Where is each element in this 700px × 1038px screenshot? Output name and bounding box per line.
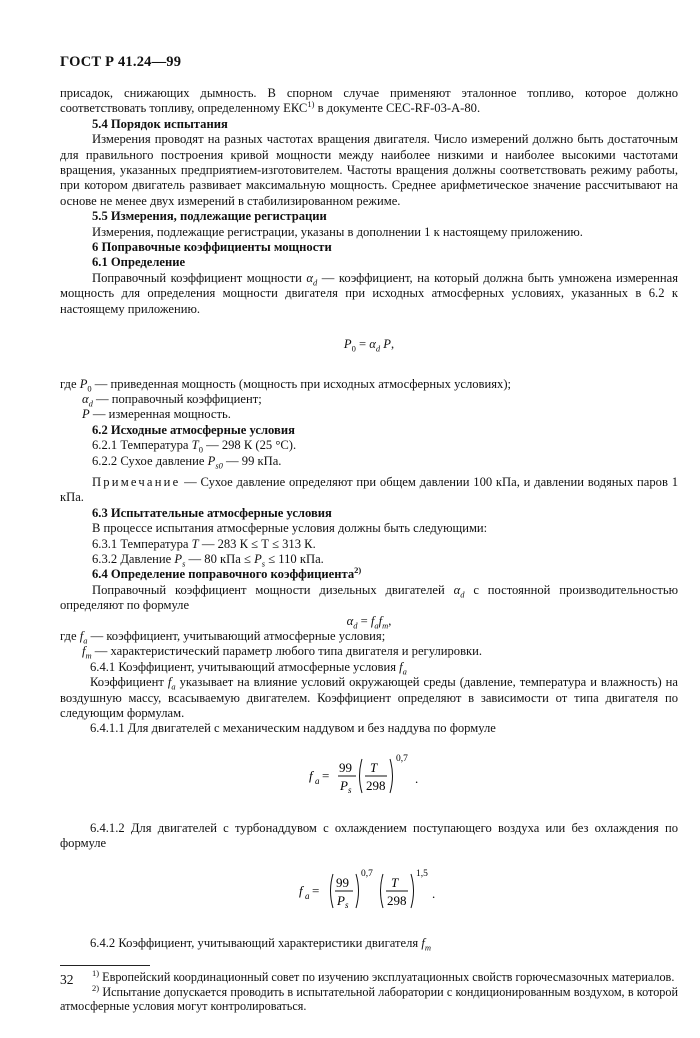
svg-text:1,5: 1,5 (416, 868, 428, 879)
formula-alpha-d: $\alpha_d = f_af_m$, (346, 613, 392, 631)
section-6-1-heading: 6.1 Определение (92, 255, 186, 270)
svg-text:a: a (305, 890, 310, 901)
svg-text:0,7: 0,7 (396, 753, 408, 764)
footnote-2: $^{2)}$ Испытание допускается проводить в испытательной лаборатории с кондиционированным воздухом, в которой атмосферные условия могут контролироваться. (60, 982, 678, 1014)
svg-text:f: f (299, 882, 303, 898)
svg-text:298: 298 (387, 892, 407, 908)
svg-text:T: T (370, 759, 378, 775)
intro-paragraph: присадок, снижающих дымность. В спорном случае применяют эталонное топливо, которое должно соответствовать топливу, определенному ЕКС$^{1)}$ в документе CEC-RF-03-A-80. (60, 86, 678, 116)
svg-text:f: f (309, 767, 313, 783)
where-alpha: $\alpha_d$ — поправочный коэффициент; (82, 391, 262, 409)
section-5-4-heading: 5.4 Порядок испытания (92, 116, 228, 131)
section-6-4-2: 6.4.2 Коэффициент, учитывающий характеристики двигателя $f_m$ (90, 935, 431, 953)
svg-text:.: . (432, 885, 436, 901)
formula-fa-2 (60, 868, 678, 914)
svg-text:0,7: 0,7 (361, 868, 373, 879)
footnote-1: $^{1)}$ Европейский координационный совет по изучению эксплуатационных свойств горючесмазочных материалов. (92, 968, 675, 985)
where-p: P — измеренная мощность. (82, 407, 231, 422)
section-6-2-1: 6.2.1 Температура $T_0$ — 298 К (25 °С). (92, 438, 297, 455)
section-6-3-1: 6.3.1 Температура T — 283 К ≤ Т ≤ 313 К. (92, 536, 316, 551)
svg-text:s: s (345, 899, 349, 910)
section-6-3-heading: 6.3 Испытательные атмосферные условия (92, 505, 332, 520)
note-paragraph: Примечание — Сухое давление определяют при общем давлении 100 кПа, и давлении водяных паров 1 кПа. (60, 474, 678, 505)
svg-text:=: = (312, 882, 320, 898)
section-6-4-1: 6.4.1 Коэффициент, учитывающий атмосферные условия $f_a$ (90, 659, 407, 677)
section-6-4-heading: 6.4 Определение поправочного коэффициента$^{2)}$ (92, 565, 362, 582)
section-6-4-text: Поправочный коэффициент мощности дизельных двигателей $\alpha_d$ с постоянной производительностью определяют по формуле (60, 582, 678, 613)
footnote-divider (60, 965, 150, 966)
svg-text:=: = (322, 767, 330, 783)
section-5-4-text: Измерения проводят на разных частотах вращения двигателя. Число измерений должно быть достаточным для правильного построения кривой мощности между наиболее низкими и наиболее высокими частотами вращения, указанных предприятием-изготовителем. Частоты вращения должны соответствовать режиму работы, при котором двигатель развивает максимальную мощность. Среднее арифметическое значение рассчитывают на основе не менее двух измерений в стабилизированном режиме. (60, 132, 678, 208)
svg-text:P: P (337, 892, 345, 908)
svg-text:.: . (415, 770, 419, 786)
svg-text:298: 298 (366, 777, 386, 793)
page-header: ГОСТ Р 41.24—99 (60, 54, 182, 70)
section-6-3-text: В процессе испытания атмосферные условия должны быть следующими: (92, 521, 488, 536)
section-6-3-2: 6.3.2 Давление $P_s$ — 80 кПа ≤ $P_s \le 110$ кПа. (92, 551, 324, 569)
svg-text:a: a (315, 775, 320, 786)
section-5-5-heading: 5.5 Измерения, подлежащие регистрации (92, 209, 327, 224)
section-6-1-text: Поправочный коэффициент мощности $\alpha_d$ — коэффициент, на который должна быть умножена измеренная мощность для определения мощности двигателя при исходных атмосферных условиях, указанных в 6.2 к настоящему приложению. (60, 270, 678, 316)
section-6-4-1-text: Коэффициент $f_a$ указывает на влияние условий окружающей среды (давление, температура и влажность) на воздушную массу, всасываемую двигателем. Коэффициент определяют в зависимости от типа двигателя по следующим формулам. (60, 675, 678, 721)
formula-p0: $P_0 = \alpha_d$ P, (343, 337, 395, 354)
section-6-4-1-2: 6.4.1.2 Для двигателей с турбонаддувом с охлаждением поступающего воздуха или без охлаждения по формуле (60, 820, 678, 851)
page-number: 32 (60, 972, 74, 987)
svg-text:99: 99 (339, 759, 352, 775)
where-block-1: где $P_0$ — приведенная мощность (мощность при исходных атмосферных условиях); (60, 376, 512, 394)
svg-text:99: 99 (336, 874, 349, 890)
section-6-2-heading: 6.2 Исходные атмосферные условия (92, 422, 295, 437)
page-content (60, 86, 678, 1014)
svg-text:P: P (340, 777, 348, 793)
svg-text:s: s (348, 784, 352, 795)
where-block-2: где $f_a$ — коэффициент, учитывающий атмосферные условия; (60, 629, 386, 646)
section-6-heading: 6 Поправочные коэффициенты мощности (92, 240, 332, 255)
where-fm: $f_m$ — характеристический параметр любого типа двигателя и регулировки. (82, 644, 483, 661)
section-5-5-text: Измерения, подлежащие регистрации, указаны в дополнении 1 к настоящему приложению. (92, 224, 583, 239)
formula-fa-1 (60, 753, 678, 799)
section-6-4-1-1: 6.4.1.1 Для двигателей с механическим наддувом и без наддува по формуле (90, 721, 496, 736)
section-6-2-2: 6.2.2 Сухое давление $P_{s0}$ — 99 кПа. (92, 453, 282, 471)
svg-text:T: T (391, 874, 399, 890)
